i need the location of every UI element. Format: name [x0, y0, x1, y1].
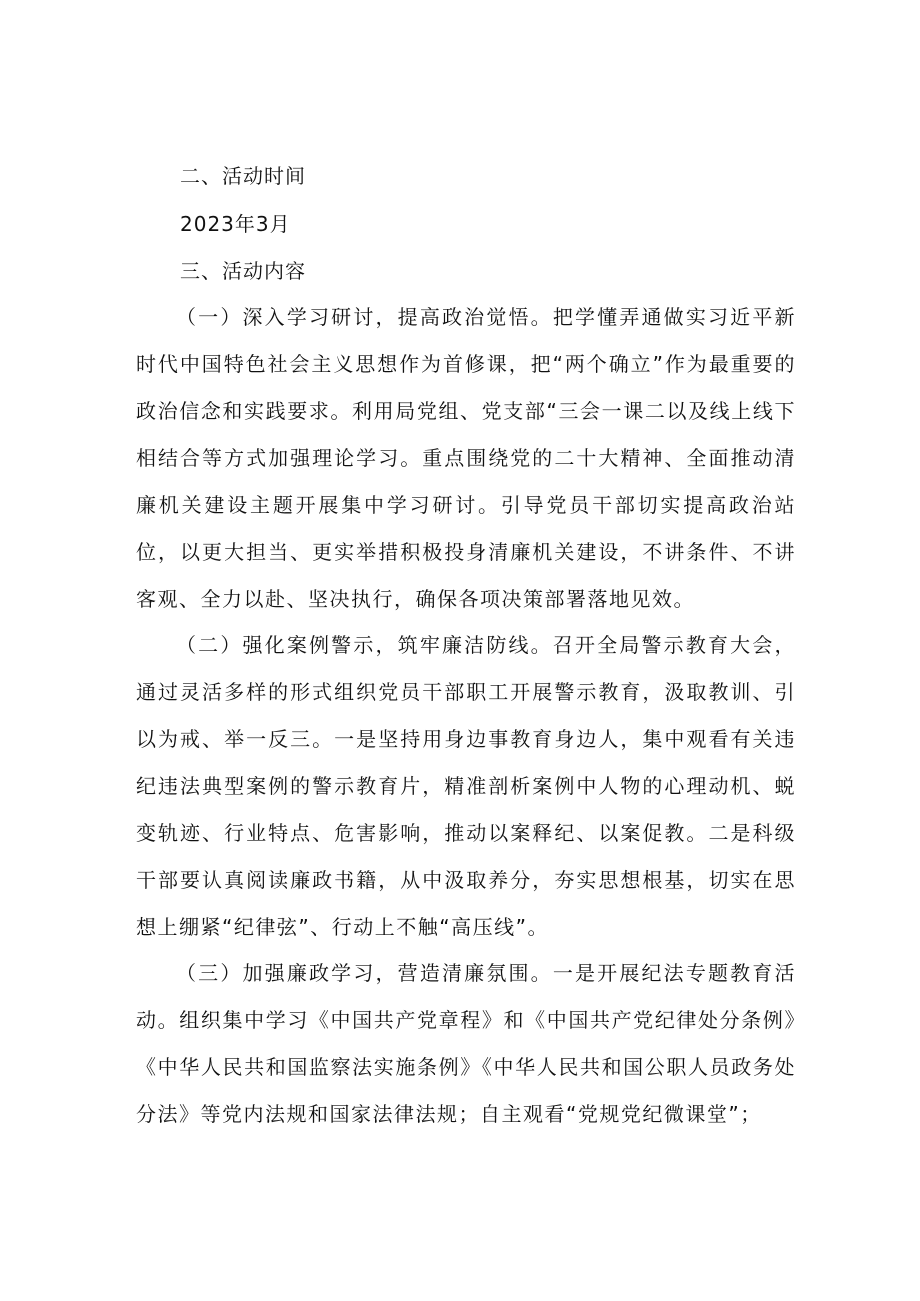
paragraph-case-warning: （二）强化案例警示，筑牢廉洁防线。召开全局警示教育大会，通过灵活多样的形式组织党员干部职工开展警示教育，汲取教训、引以为戒、举一反三。一是坚持用身边事教育身边人，集中观看有关违纪违法典型案例的警示教育片，精准剖析案例中人物的心理动机、蜕变轨迹、行业特点、危害影响，推动以案释纪、以案促教。二是科级干部要认真阅读廉政书籍，从中汲取养分，夯实思想根基，切实在思想上绷紧“纪律弦”、行动上不触“高压线”。: [136, 633, 796, 939]
section-heading-activity-time: 二、活动时间: [180, 164, 306, 188]
section-heading-activity-content: 三、活动内容: [180, 259, 306, 283]
activity-date: 2023年3月: [180, 212, 291, 236]
paragraph-study-discussion: （一）深入学习研讨，提高政治觉悟。把学懂弄通做实习近平新时代中国特色社会主义思想作为首修课，把“两个确立”作为最重要的政治信念和实践要求。利用局党组、党支部“三会一课二以及线上线下相结合等方式加强理论学习。重点围绕党的二十大精神、全面推动清廉机关建设主题开展集中学习研讨。引导党员干部切实提高政治站位，以更大担当、更实举措积极投身清廉机关建设，不讲条件、不讲客观、全力以赴、坚决执行，确保各项决策部署落地见效。: [136, 305, 796, 611]
paragraph-integrity-study: （三）加强廉政学习，营造清廉氛围。一是开展纪法专题教育活动。组织集中学习《中国共产党章程》和《中国共产党纪律处分条例》《中华人民共和国监察法实施条例》《中华人民共和国公职人员政务处分法》等党内法规和国家法律法规；自主观看“党规党纪微课堂”；: [136, 961, 796, 1126]
